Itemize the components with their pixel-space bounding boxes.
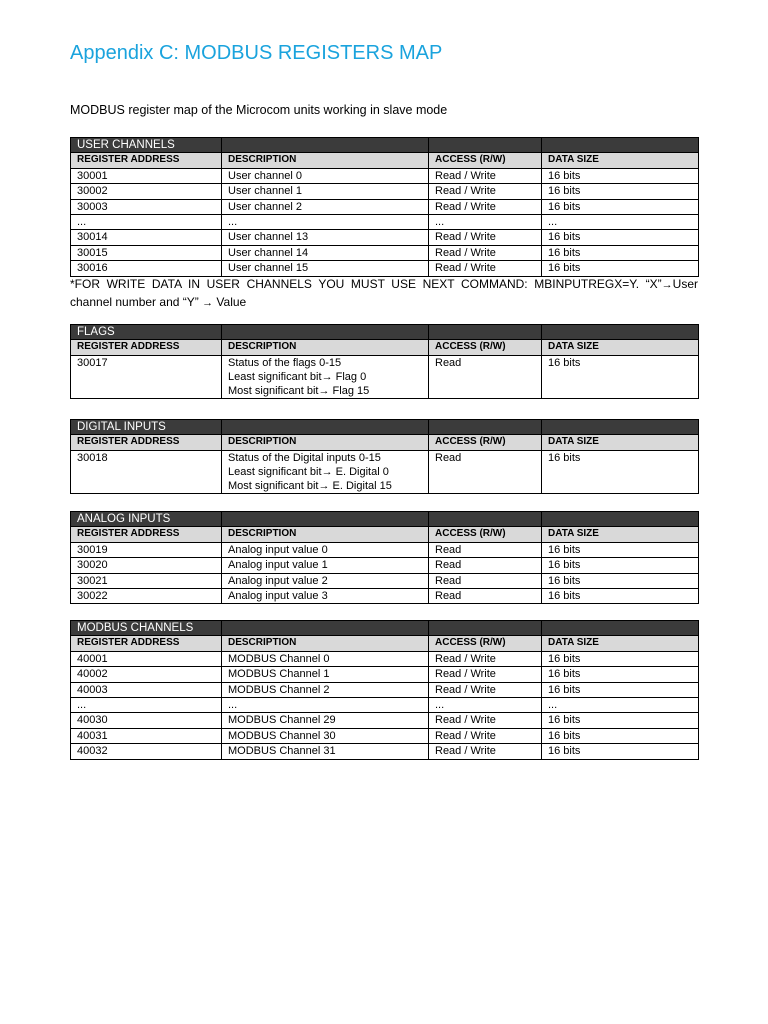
arrow-right-icon: → <box>321 370 333 383</box>
register-size: 16 bits <box>542 168 699 183</box>
description-line: Most significant bit→ Flag 15 <box>228 384 370 397</box>
register-access: Read <box>429 542 542 557</box>
table-header-row <box>71 527 699 542</box>
register-address: 30015 <box>71 245 222 260</box>
table-header-row <box>71 340 699 355</box>
register-size: ... <box>542 214 699 229</box>
register-size: 16 bits <box>542 573 699 588</box>
column-header-access: ACCESS (R/W) <box>429 153 542 168</box>
register-address: 30022 <box>71 588 222 603</box>
register-address: 30017 <box>71 355 222 398</box>
register-access: Read / Write <box>429 651 542 666</box>
register-description: MODBUS Channel 2 <box>222 682 429 697</box>
register-address: 30020 <box>71 558 222 573</box>
register-access: Read / Write <box>429 261 542 276</box>
column-header-address: REGISTER ADDRESS <box>71 153 222 168</box>
table-header-row <box>71 636 699 651</box>
register-access: ... <box>429 214 542 229</box>
register-access: Read / Write <box>429 230 542 245</box>
table-title: MODBUS CHANNELS <box>71 621 222 636</box>
register-address: 30021 <box>71 573 222 588</box>
table-row <box>71 558 699 573</box>
register-description: User channel 15 <box>222 261 429 276</box>
note-text-1: *FOR WRITE DATA IN USER CHANNELS YOU MUST USE NEXT COMMAND: MBINPUTREGX=Y. “X” <box>70 277 662 291</box>
column-header-access: ACCESS (R/W) <box>429 340 542 355</box>
intro-text: MODBUS register map of the Microcom units working in slave mode <box>70 103 448 117</box>
register-access: Read / Write <box>429 199 542 214</box>
analog-inputs-table <box>70 511 699 604</box>
table-title-row <box>71 420 699 435</box>
register-size: 16 bits <box>542 450 699 493</box>
table-title-row <box>71 512 699 527</box>
table-header-row <box>71 153 699 168</box>
analog-inputs-body <box>71 512 699 604</box>
table-title: FLAGS <box>71 325 222 340</box>
column-header-address: REGISTER ADDRESS <box>71 435 222 450</box>
table-row <box>71 214 699 229</box>
table-row <box>71 450 699 493</box>
register-address: 30002 <box>71 184 222 199</box>
register-address: 30018 <box>71 450 222 493</box>
register-address: 40001 <box>71 651 222 666</box>
register-description <box>222 355 429 398</box>
register-size: 16 bits <box>542 245 699 260</box>
register-description: ... <box>222 697 429 712</box>
table-title-row <box>71 138 699 153</box>
register-access: Read / Write <box>429 682 542 697</box>
register-access: Read / Write <box>429 713 542 728</box>
column-header-description: DESCRIPTION <box>222 340 429 355</box>
register-description: User channel 1 <box>222 184 429 199</box>
flags-table <box>70 324 699 399</box>
register-description: User channel 2 <box>222 199 429 214</box>
table-row <box>71 542 699 557</box>
register-address: 40032 <box>71 744 222 759</box>
register-description: MODBUS Channel 29 <box>222 713 429 728</box>
description-line: Least significant bit→ Flag 0 <box>228 370 367 383</box>
register-size: 16 bits <box>542 728 699 743</box>
register-size: 16 bits <box>542 261 699 276</box>
register-address: 30014 <box>71 230 222 245</box>
column-header-size: DATA SIZE <box>542 340 699 355</box>
arrow-right-icon: → <box>318 384 330 397</box>
register-description: User channel 14 <box>222 245 429 260</box>
table-row <box>71 199 699 214</box>
register-access: Read <box>429 573 542 588</box>
register-size: 16 bits <box>542 542 699 557</box>
table-title: DIGITAL INPUTS <box>71 420 222 435</box>
column-header-size: DATA SIZE <box>542 435 699 450</box>
register-size: 16 bits <box>542 355 699 398</box>
arrow-right-icon: → <box>202 296 214 309</box>
register-access: ... <box>429 697 542 712</box>
register-size: 16 bits <box>542 184 699 199</box>
description-line: Status of the flags 0-15 <box>228 356 342 369</box>
register-size: 16 bits <box>542 230 699 245</box>
table-title: USER CHANNELS <box>71 138 222 153</box>
register-size: 16 bits <box>542 667 699 682</box>
register-description: Analog input value 3 <box>222 588 429 603</box>
column-header-access: ACCESS (R/W) <box>429 636 542 651</box>
column-header-size: DATA SIZE <box>542 527 699 542</box>
register-description: ... <box>222 214 429 229</box>
register-description: Analog input value 1 <box>222 558 429 573</box>
register-address: 40031 <box>71 728 222 743</box>
user-channels-table <box>70 137 699 277</box>
register-size: 16 bits <box>542 713 699 728</box>
register-access: Read / Write <box>429 168 542 183</box>
note-text-3: Value <box>213 294 247 309</box>
table-row <box>71 184 699 199</box>
register-size: ... <box>542 697 699 712</box>
table-row <box>71 230 699 245</box>
register-address: 30001 <box>71 168 222 183</box>
arrow-right-icon: → <box>661 279 673 291</box>
column-header-address: REGISTER ADDRESS <box>71 340 222 355</box>
arrow-right-icon: → <box>321 465 333 478</box>
register-size: 16 bits <box>542 682 699 697</box>
register-description: Analog input value 0 <box>222 542 429 557</box>
column-header-description: DESCRIPTION <box>222 527 429 542</box>
column-header-description: DESCRIPTION <box>222 435 429 450</box>
register-size: 16 bits <box>542 588 699 603</box>
register-description: Analog input value 2 <box>222 573 429 588</box>
table-row <box>71 355 699 398</box>
table-row <box>71 744 699 759</box>
register-access: Read <box>429 558 542 573</box>
register-address: 40002 <box>71 667 222 682</box>
arrow-right-icon: → <box>318 479 330 492</box>
column-header-access: ACCESS (R/W) <box>429 435 542 450</box>
table-title-row <box>71 325 699 340</box>
table-row <box>71 573 699 588</box>
register-address: 30019 <box>71 542 222 557</box>
table-row <box>71 697 699 712</box>
column-header-address: REGISTER ADDRESS <box>71 527 222 542</box>
column-header-description: DESCRIPTION <box>222 153 429 168</box>
register-address: ... <box>71 697 222 712</box>
register-address: 40030 <box>71 713 222 728</box>
table-header-row <box>71 435 699 450</box>
register-address: 30016 <box>71 261 222 276</box>
register-description: User channel 0 <box>222 168 429 183</box>
column-header-size: DATA SIZE <box>542 153 699 168</box>
description-line: Status of the Digital inputs 0-15 <box>228 451 381 464</box>
table-row <box>71 261 699 276</box>
register-description: User channel 13 <box>222 230 429 245</box>
table-row <box>71 651 699 666</box>
register-access: Read <box>429 355 542 398</box>
register-address: 30003 <box>71 199 222 214</box>
modbus-channels-body <box>71 621 699 760</box>
register-access: Read / Write <box>429 245 542 260</box>
column-header-description: DESCRIPTION <box>222 636 429 651</box>
register-description: MODBUS Channel 31 <box>222 744 429 759</box>
table-row <box>71 588 699 603</box>
table-row <box>71 667 699 682</box>
digital-inputs-table <box>70 419 699 494</box>
register-access: Read / Write <box>429 744 542 759</box>
table-row <box>71 728 699 743</box>
description-line: Least significant bit→ E. Digital 0 <box>228 465 389 478</box>
write-note <box>70 276 698 311</box>
modbus-channels-table <box>70 620 699 760</box>
register-access: Read <box>429 588 542 603</box>
description-line: Most significant bit→ E. Digital 15 <box>228 479 392 492</box>
table-title: ANALOG INPUTS <box>71 512 222 527</box>
register-size: 16 bits <box>542 199 699 214</box>
register-description: MODBUS Channel 1 <box>222 667 429 682</box>
table-row <box>71 682 699 697</box>
register-access: Read / Write <box>429 184 542 199</box>
user-channels-body <box>71 138 699 277</box>
table-row <box>71 713 699 728</box>
register-description: MODBUS Channel 0 <box>222 651 429 666</box>
note-text-2: User channel number and “Y” <box>70 277 698 309</box>
register-address: 40003 <box>71 682 222 697</box>
column-header-access: ACCESS (R/W) <box>429 527 542 542</box>
register-size: 16 bits <box>542 651 699 666</box>
page-title: Appendix C: MODBUS REGISTERS MAP <box>70 42 443 64</box>
register-access: Read / Write <box>429 667 542 682</box>
register-description: MODBUS Channel 30 <box>222 728 429 743</box>
table-row <box>71 168 699 183</box>
register-size: 16 bits <box>542 558 699 573</box>
register-access: Read / Write <box>429 728 542 743</box>
table-title-row <box>71 621 699 636</box>
column-header-address: REGISTER ADDRESS <box>71 636 222 651</box>
column-header-size: DATA SIZE <box>542 636 699 651</box>
table-row <box>71 245 699 260</box>
register-access: Read <box>429 450 542 493</box>
register-address: ... <box>71 214 222 229</box>
register-description <box>222 450 429 493</box>
register-size: 16 bits <box>542 744 699 759</box>
